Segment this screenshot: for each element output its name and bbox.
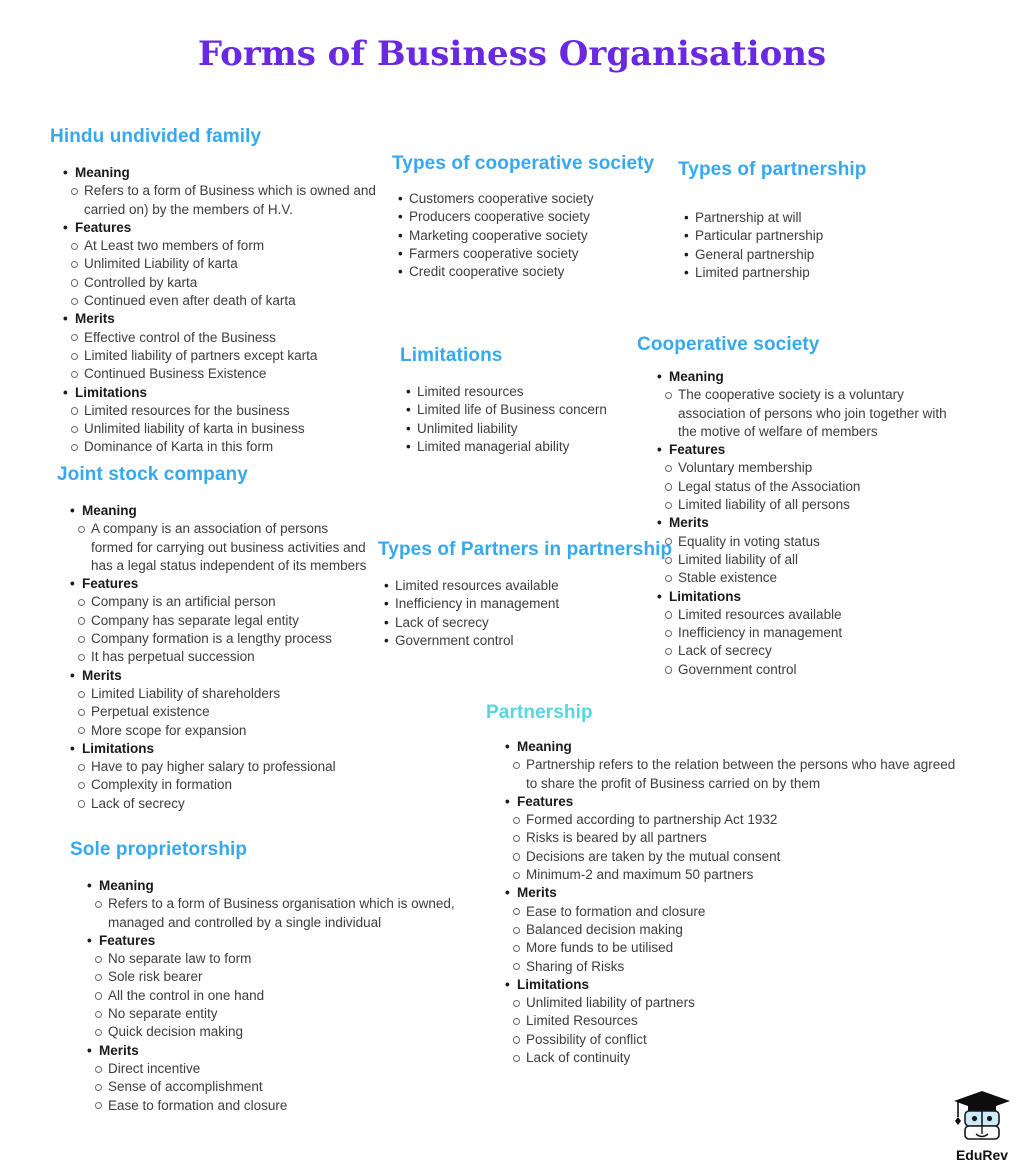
group-label: • Limitations xyxy=(505,976,964,994)
group-label: • Limitations xyxy=(63,384,392,402)
list-item: Risks is beared by all partners xyxy=(513,829,964,847)
group-label: • Meaning xyxy=(87,877,462,895)
group-label: • Features xyxy=(657,441,949,459)
group-label: • Merits xyxy=(70,667,372,685)
section-types-of-cooperative-society xyxy=(392,152,677,281)
list-item: Lack of secrecy xyxy=(78,795,372,813)
list-item: Company has separate legal entity xyxy=(78,612,372,630)
group-items xyxy=(657,533,949,588)
list-item: • Particular partnership xyxy=(684,227,938,245)
section-heading: Sole proprietorship xyxy=(70,839,248,860)
list-item: Unlimited liability of partners xyxy=(513,994,964,1012)
group-label: • Features xyxy=(63,219,392,237)
group-label: • Merits xyxy=(87,1042,462,1060)
section-heading: Partnership xyxy=(486,702,593,723)
list-item: Unlimited Liability of karta xyxy=(71,255,392,273)
list-item: • Marketing cooperative society xyxy=(398,227,677,245)
list-item: • Limited life of Business concern xyxy=(406,401,680,419)
group-items xyxy=(505,994,964,1067)
section-heading: Types of Partners in partnership xyxy=(378,539,673,560)
list-item: Lack of secrecy xyxy=(665,642,949,660)
list-item: Dominance of Karta in this form xyxy=(71,438,392,456)
list-item: Company formation is a lengthy process xyxy=(78,630,372,648)
group-label: • Features xyxy=(70,575,372,593)
list-item: Government control xyxy=(665,661,949,679)
edurev-logo-text: EduRev xyxy=(955,1147,1009,1163)
list-item: All the control in one hand xyxy=(95,987,462,1005)
section-types-of-partners-in-partnership xyxy=(378,538,678,650)
group-items xyxy=(505,811,964,884)
list-item: Quick decision making xyxy=(95,1023,462,1041)
list-item: Sharing of Risks xyxy=(513,958,964,976)
group-items xyxy=(63,237,392,310)
list-item: • Limited managerial ability xyxy=(406,438,680,456)
list-item: More funds to be utilised xyxy=(513,939,964,957)
list-item: • Unlimited liability xyxy=(406,420,680,438)
list-item: • Credit cooperative society xyxy=(398,263,677,281)
list-item: Minimum-2 and maximum 50 partners xyxy=(513,866,964,884)
section-list xyxy=(486,738,964,1067)
group-label: • Merits xyxy=(63,310,392,328)
list-item: No separate entity xyxy=(95,1005,462,1023)
group-items xyxy=(70,685,372,740)
list-item: Limited liability of all xyxy=(665,551,949,569)
section-list xyxy=(57,502,372,813)
list-item: • Limited resources xyxy=(406,383,680,401)
section-cooperative-society xyxy=(637,333,949,679)
list-item: Limited resources for the business xyxy=(71,402,392,420)
list-item: • Producers cooperative society xyxy=(398,208,677,226)
group-items xyxy=(657,606,949,679)
list-item: Equality in voting status xyxy=(665,533,949,551)
group-items xyxy=(505,756,964,793)
edurev-mascot-icon xyxy=(946,1090,1018,1146)
group-label: • Meaning xyxy=(63,164,392,182)
list-item: • Limited resources available xyxy=(384,577,678,595)
list-item: At Least two members of form xyxy=(71,237,392,255)
list-item: Limited resources available xyxy=(665,606,949,624)
group-label: • Limitations xyxy=(657,588,949,606)
group-items xyxy=(63,182,392,219)
group-label: • Features xyxy=(87,932,462,950)
group-items xyxy=(87,950,462,1041)
list-item: No separate law to form xyxy=(95,950,462,968)
list-item: The cooperative society is a voluntary association of persons who join together with the motive of welfare of members xyxy=(665,386,949,441)
group-label: • Meaning xyxy=(505,738,964,756)
list-item: Continued even after death of karta xyxy=(71,292,392,310)
list-item: Ease to formation and closure xyxy=(513,903,964,921)
section-list xyxy=(637,368,949,679)
section-heading: Cooperative society xyxy=(637,334,820,355)
section-joint-stock-company xyxy=(57,463,372,813)
section-partnership xyxy=(486,701,964,1067)
section-heading: Limitations xyxy=(400,345,503,366)
list-item: Refers to a form of Business organisation which is owned, managed and controlled by a single individual xyxy=(95,895,462,932)
page-title: Forms of Business Organisations xyxy=(197,34,827,74)
group-items xyxy=(87,895,462,932)
group-items xyxy=(70,520,372,575)
list-item: Have to pay higher salary to professional xyxy=(78,758,372,776)
group-label: • Meaning xyxy=(70,502,372,520)
list-item: Perpetual existence xyxy=(78,703,372,721)
list-item: Effective control of the Business xyxy=(71,329,392,347)
group-items xyxy=(505,903,964,976)
section-list xyxy=(678,209,938,282)
list-item: Stable existence xyxy=(665,569,949,587)
section-list xyxy=(378,577,678,650)
list-item: Unlimited liability of karta in business xyxy=(71,420,392,438)
list-item: Refers to a form of Business which is owned and carried on) by the members of H.V. xyxy=(71,182,392,219)
list-item: A company is an association of persons formed for carrying out business activities and has a legal status independent of its members xyxy=(78,520,372,575)
group-items xyxy=(657,459,949,514)
section-sole-proprietorship xyxy=(70,838,462,1115)
list-item: Limited liability of all persons xyxy=(665,496,949,514)
section-hindu-undivided-family xyxy=(50,125,392,457)
section-heading: Types of cooperative society xyxy=(392,153,655,174)
section-heading: Hindu undivided family xyxy=(50,126,262,147)
list-item: Continued Business Existence xyxy=(71,365,392,383)
section-heading: Types of partnership xyxy=(678,159,867,180)
list-item: Limited Resources xyxy=(513,1012,964,1030)
list-item: • Partnership at will xyxy=(684,209,938,227)
list-item: Partnership refers to the relation between the persons who have agreed to share the profit of Business carried on by them xyxy=(513,756,964,793)
section-list xyxy=(70,877,462,1115)
list-item: Ease to formation and closure xyxy=(95,1097,462,1115)
list-item: • Inefficiency in management xyxy=(384,595,678,613)
list-item: • General partnership xyxy=(684,246,938,264)
group-items xyxy=(70,758,372,813)
group-items xyxy=(70,593,372,666)
section-types-of-partnership xyxy=(678,158,938,282)
list-item: Decisions are taken by the mutual consent xyxy=(513,848,964,866)
group-items xyxy=(63,329,392,384)
list-item: • Customers cooperative society xyxy=(398,190,677,208)
group-label: • Merits xyxy=(505,884,964,902)
group-label: • Features xyxy=(505,793,964,811)
list-item: Controlled by karta xyxy=(71,274,392,292)
list-item: More scope for expansion xyxy=(78,722,372,740)
list-item: Direct incentive xyxy=(95,1060,462,1078)
group-items xyxy=(657,386,949,441)
list-item: Sole risk bearer xyxy=(95,968,462,986)
section-list xyxy=(50,164,392,457)
list-item: Voluntary membership xyxy=(665,459,949,477)
list-item: Lack of continuity xyxy=(513,1049,964,1067)
group-items xyxy=(63,402,392,457)
group-label: • Merits xyxy=(657,514,949,532)
list-item: • Farmers cooperative society xyxy=(398,245,677,263)
list-item: Limited Liability of shareholders xyxy=(78,685,372,703)
list-item: Legal status of the Association xyxy=(665,478,949,496)
section-heading: Joint stock company xyxy=(57,464,248,485)
list-item: It has perpetual succession xyxy=(78,648,372,666)
list-item: Limited liability of partners except karta xyxy=(71,347,392,365)
section-list xyxy=(392,190,677,281)
group-label: • Limitations xyxy=(70,740,372,758)
group-label: • Meaning xyxy=(657,368,949,386)
list-item: • Lack of secrecy xyxy=(384,614,678,632)
list-item: • Limited partnership xyxy=(684,264,938,282)
edurev-logo xyxy=(946,1090,1018,1163)
list-item: Formed according to partnership Act 1932 xyxy=(513,811,964,829)
list-item: Possibility of conflict xyxy=(513,1031,964,1049)
list-item: Inefficiency in management xyxy=(665,624,949,642)
list-item: Balanced decision making xyxy=(513,921,964,939)
list-item: Company is an artificial person xyxy=(78,593,372,611)
list-item: • Government control xyxy=(384,632,678,650)
list-item: Complexity in formation xyxy=(78,776,372,794)
group-items xyxy=(87,1060,462,1115)
list-item: Sense of accomplishment xyxy=(95,1078,462,1096)
